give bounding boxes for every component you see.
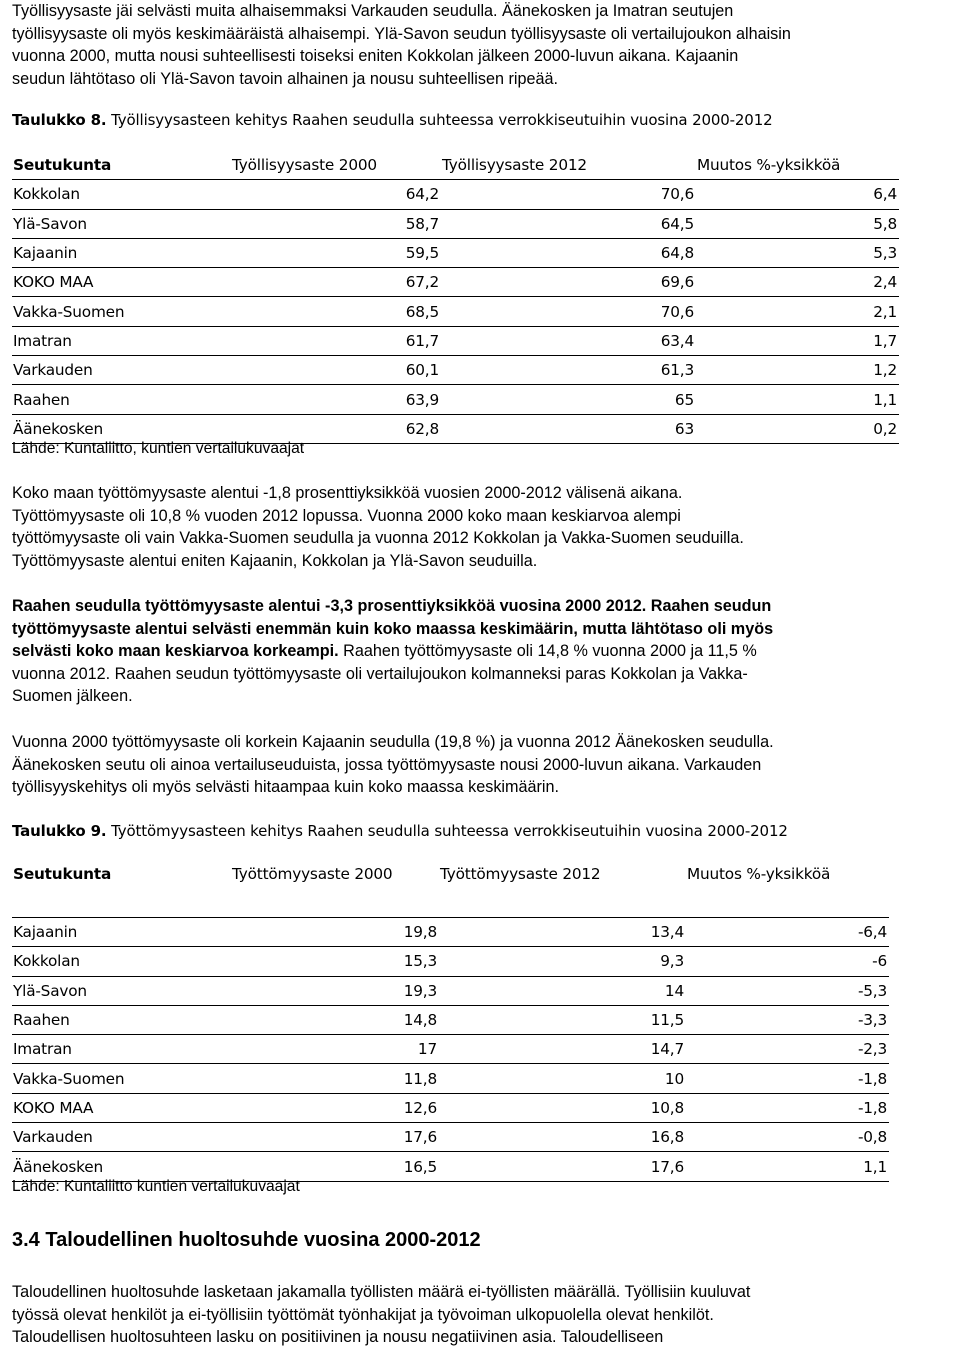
table-row: [12, 356, 899, 385]
value-2000-cell: 17,6: [231, 1123, 439, 1152]
region-cell: Ylä-Savon: [12, 209, 231, 238]
table-row: [12, 238, 899, 267]
change-cell: 1,1: [696, 385, 899, 414]
table9-header-2000: Työttömyysaste 2000: [231, 863, 439, 918]
paragraph-line: [12, 618, 952, 641]
region-cell: Ylä-Savon: [12, 976, 231, 1005]
value-2000-cell: 60,1: [231, 356, 441, 385]
value-2012-cell: 10: [439, 1064, 686, 1093]
value-2012-cell: 14: [439, 976, 686, 1005]
value-2012-cell: 13,4: [439, 918, 686, 947]
region-cell: Kajaanin: [12, 918, 231, 947]
value-2000-cell: 59,5: [231, 238, 441, 267]
region-cell: Varkauden: [12, 1123, 231, 1152]
table-row: [12, 1035, 889, 1064]
value-2000-cell: 68,5: [231, 297, 441, 326]
value-2012-cell: 61,3: [441, 356, 696, 385]
region-cell: Kokkolan: [12, 947, 231, 976]
region-cell: Raahen: [12, 385, 231, 414]
value-2012-cell: 64,5: [441, 209, 696, 238]
value-2012-cell: 63: [441, 414, 696, 443]
paragraph-line: [12, 595, 952, 618]
table-row: [12, 209, 899, 238]
region-cell: Äänekosken: [12, 414, 231, 443]
change-cell: 1,1: [686, 1152, 889, 1181]
table8-header-change: Muutos %-yksikköä: [696, 151, 899, 180]
change-cell: -0,8: [686, 1123, 889, 1152]
table9-header-region: Seutukunta: [12, 863, 231, 918]
region-cell: Imatran: [12, 1035, 231, 1064]
table8-source: Lähde: Kuntaliitto, kuntien vertailukuvaajat: [12, 440, 305, 457]
table8-header-2012: Työllisyysaste 2012: [441, 151, 696, 180]
table-row: [12, 268, 899, 297]
value-2012-cell: 14,7: [439, 1035, 686, 1064]
table9-caption-text: Työttömyysasteen kehitys Raahen seudulla suhteessa verrokkiseutuihin vuosina 2000-2012: [106, 822, 788, 840]
paragraph-line: työllisyyskehitys oli myös selvästi hitaampaa kuin koko maassa keskimäärin.: [12, 778, 559, 797]
bold-text: työttömyysaste alentui selvästi enemmän kuin koko maassa keskimäärin, mutta lähtötaso oli myös: [12, 619, 774, 638]
value-2012-cell: 11,5: [439, 1005, 686, 1034]
value-2000-cell: 19,3: [231, 976, 439, 1005]
table9-caption-label: Taulukko 9.: [12, 822, 107, 840]
table9: [12, 863, 889, 1182]
table8-caption-label: Taulukko 8.: [12, 111, 107, 129]
table8-header-2000: Työllisyysaste 2000: [231, 151, 441, 180]
table8-header-row: [12, 151, 899, 180]
paragraph-line: Koko maan työttömyysaste alentui -1,8 prosenttiyksikköä vuosien 2000-2012 välisenä aikana.: [12, 484, 683, 502]
raahe-paragraph: [12, 595, 952, 708]
table-row: [12, 976, 889, 1005]
region-cell: Vakka-Suomen: [12, 297, 231, 326]
table8-header-region: Seutukunta: [12, 151, 231, 180]
paragraph-line: vuonna 2012. Raahen seudun työttömyysaste oli vertailujoukon kolmanneksi paras Kokkolan ja Vakka-: [12, 664, 748, 683]
table9-header-2012: Työttömyysaste 2012: [439, 863, 686, 918]
change-cell: -1,8: [686, 1093, 889, 1122]
value-2000-cell: 62,8: [231, 414, 441, 443]
value-2012-cell: 69,6: [441, 268, 696, 297]
bold-text: selvästi koko maan keskiarvoa korkeampi.: [12, 642, 339, 661]
table8-caption-text: Työllisyysasteen kehitys Raahen seudulla suhteessa verrokkiseutuihin vuosina 2000-2012: [106, 111, 773, 129]
value-2000-cell: 61,7: [231, 326, 441, 355]
table-row: [12, 1093, 889, 1122]
value-2000-cell: 19,8: [231, 918, 439, 947]
section-heading: 3.4 Taloudellinen huoltosuhde vuosina 2000-2012: [12, 1229, 481, 1251]
table-row: [12, 918, 889, 947]
change-cell: -3,3: [686, 1005, 889, 1034]
table9-header-change: Muutos %-yksikköä: [686, 863, 889, 918]
value-2000-cell: 14,8: [231, 1005, 439, 1034]
value-2012-cell: 10,8: [439, 1093, 686, 1122]
value-2012-cell: 70,6: [441, 180, 696, 209]
unemployment-paragraph: [12, 482, 952, 572]
table9-caption: [12, 820, 952, 842]
value-2000-cell: 63,9: [231, 385, 441, 414]
table-row: [12, 297, 899, 326]
value-2012-cell: 64,8: [441, 238, 696, 267]
table-row: [12, 326, 899, 355]
value-2000-cell: 15,3: [231, 947, 439, 976]
region-cell: Imatran: [12, 326, 231, 355]
paragraph-text: Raahen työttömyysaste oli 14,8 % vuonna 2000 ja 11,5 %: [338, 642, 757, 661]
bold-text: Raahen seudulla työttömyysaste alentui -3,3 prosenttiyksikköä vuosina 2000 2012. Raahen seudun: [12, 597, 772, 615]
change-cell: -2,3: [686, 1035, 889, 1064]
value-2012-cell: 70,6: [441, 297, 696, 326]
table-row: [12, 947, 889, 976]
value-2000-cell: 64,2: [231, 180, 441, 209]
change-cell: -5,3: [686, 976, 889, 1005]
region-cell: Varkauden: [12, 356, 231, 385]
change-cell: 5,8: [696, 209, 899, 238]
change-cell: 0,2: [696, 414, 899, 443]
table-row: [12, 1123, 889, 1152]
region-cell: Kajaanin: [12, 238, 231, 267]
paragraph-line: Vuonna 2000 työttömyysaste oli korkein Kajaanin seudulla (19,8 %) ja vuonna 2012 Äänekosken seudulla.: [12, 733, 774, 751]
value-2012-cell: 16,8: [439, 1123, 686, 1152]
value-2000-cell: 11,8: [231, 1064, 439, 1093]
paragraph-line: Työttömyysaste alentui eniten Kajaanin, Kokkolan ja Ylä-Savon seuduilla.: [12, 551, 538, 570]
intro-line: vuonna 2000, mutta nousi suhteellisesti toiseksi eniten Kokkolan jälkeen 2000-luvun aikana. Kajaanin: [12, 47, 739, 66]
value-2012-cell: 63,4: [441, 326, 696, 355]
paragraph-line: Työttömyysaste oli 10,8 % vuoden 2012 lopussa. Vuonna 2000 koko maan keskiarvoa alempi: [12, 506, 681, 525]
value-2000-cell: 58,7: [231, 209, 441, 238]
paragraph-line: Suomen jälkeen.: [12, 687, 133, 706]
table-row: [12, 180, 899, 209]
value-2012-cell: 17,6: [439, 1152, 686, 1181]
change-cell: 5,3: [696, 238, 899, 267]
comparison-paragraph: [12, 731, 952, 799]
paragraph-line: Taloudellinen huoltosuhde lasketaan jakamalla työllisten määrä ei-työllisten määrällä. Työllisiin kuuluvat: [12, 1283, 751, 1301]
table-row: [12, 385, 899, 414]
region-cell: KOKO MAA: [12, 1093, 231, 1122]
value-2000-cell: 17: [231, 1035, 439, 1064]
intro-line: Työllisyysaste jäi selvästi muita alhaisemmaksi Varkauden seudulla. Äänekosken ja Imatran seutujen: [12, 2, 734, 20]
change-cell: 1,2: [696, 356, 899, 385]
intro-line: työllisyysaste oli myös keskimääräistä alhaisempi. Ylä-Savon seudun työllisyysaste oli vertailujoukon alhaisin: [12, 24, 791, 43]
paragraph-line: [12, 640, 952, 663]
region-cell: KOKO MAA: [12, 268, 231, 297]
intro-line: seudun lähtötaso oli Ylä-Savon tavoin alhainen ja nousu suhteellisen ripeää.: [12, 69, 558, 88]
value-2000-cell: 12,6: [231, 1093, 439, 1122]
change-cell: 6,4: [696, 180, 899, 209]
paragraph-line: Äänekosken seutu oli ainoa vertailuseuduista, jossa työttömyysaste nousi 2000-luvun aikana. Varkauden: [12, 755, 762, 774]
change-cell: 2,4: [696, 268, 899, 297]
table8-caption: [12, 109, 952, 131]
table8: [12, 151, 899, 444]
intro-paragraph: [12, 0, 952, 90]
section-paragraph: [12, 1281, 952, 1349]
change-cell: -6: [686, 947, 889, 976]
paragraph-line: Taloudellisen huoltosuhteen lasku on positiivinen ja nousu negatiivinen asia. Taloudelliseen: [12, 1328, 664, 1347]
change-cell: 2,1: [696, 297, 899, 326]
paragraph-line: työssä olevat henkilöt ja ei-työllisiin työttömät työnhakijat ja työvoiman ulkopuolella olevat henkilöt.: [12, 1305, 714, 1324]
value-2000-cell: 67,2: [231, 268, 441, 297]
value-2000-cell: 16,5: [231, 1152, 439, 1181]
table9-header-row: [12, 863, 889, 918]
table-row: [12, 1064, 889, 1093]
region-cell: Kokkolan: [12, 180, 231, 209]
table9-source: Lähde: Kuntaliitto kuntien vertailukuvaajat: [12, 1178, 300, 1195]
change-cell: 1,7: [696, 326, 899, 355]
region-cell: Raahen: [12, 1005, 231, 1034]
value-2012-cell: 65: [441, 385, 696, 414]
region-cell: Vakka-Suomen: [12, 1064, 231, 1093]
change-cell: -6,4: [686, 918, 889, 947]
table-row: [12, 1005, 889, 1034]
change-cell: -1,8: [686, 1064, 889, 1093]
region-cell: Äänekosken: [12, 1152, 231, 1181]
value-2012-cell: 9,3: [439, 947, 686, 976]
paragraph-line: työttömyysaste oli vain Vakka-Suomen seudulla ja vuonna 2012 Kokkolan ja Vakka-Suomen seuduilla.: [12, 529, 744, 548]
